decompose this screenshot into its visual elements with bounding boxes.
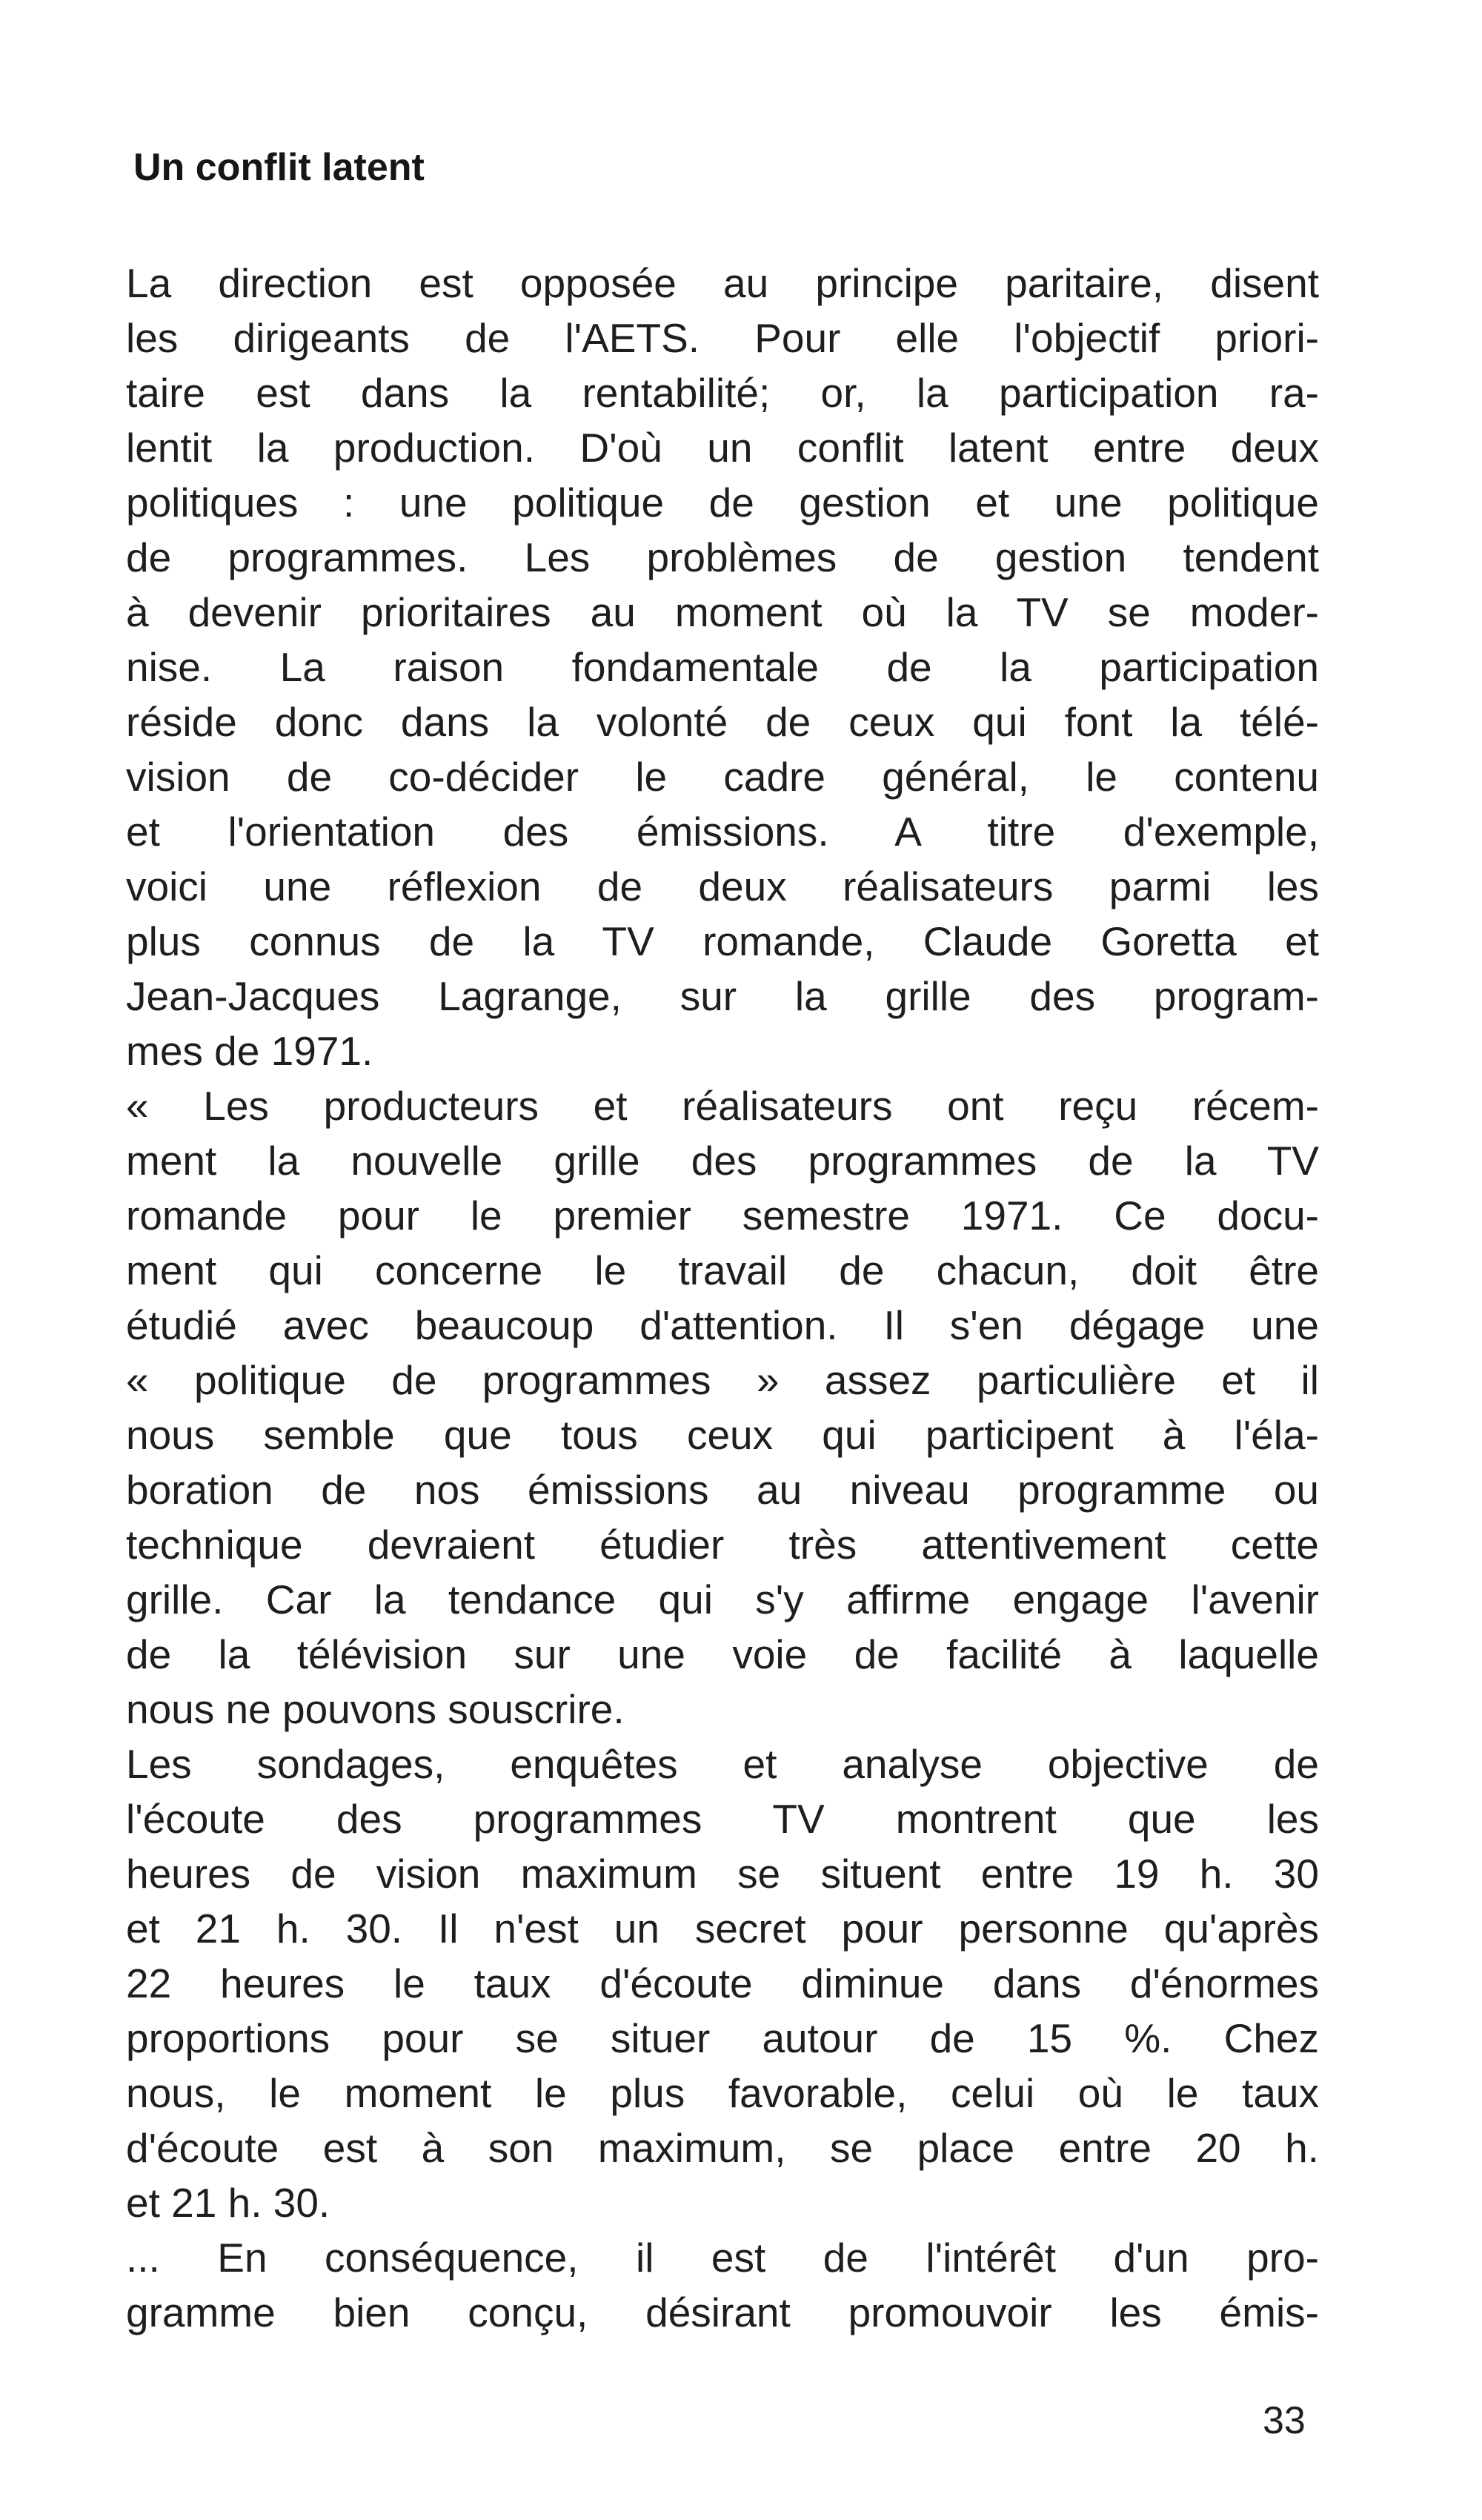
text-line: lentit la production. D'où un conflit latent entre deux: [126, 425, 1319, 471]
text-line: ... En conséquence, il est de l'intérêt d'un pro-: [126, 2235, 1319, 2281]
text-line: grille. Car la tendance qui s'y affirme engage l'avenir: [126, 1576, 1319, 1622]
text-line: de la télévision sur une voie de facilité à laquelle: [126, 1631, 1319, 1677]
text-line: voici une réflexion de deux réalisateurs parmi les: [126, 863, 1319, 909]
text-line: politiques : une politique de gestion et une politique: [126, 480, 1319, 525]
text-line: Jean-Jacques Lagrange, sur la grille des program-: [126, 973, 1319, 1019]
text-line: ment la nouvelle grille des programmes de la TV: [126, 1138, 1319, 1184]
text-line: heures de vision maximum se situent entre 19 h. 30: [126, 1851, 1319, 1897]
text-line: taire est dans la rentabilité; or, la participation ra-: [126, 370, 1319, 416]
text-line: à devenir prioritaires au moment où la TV se moder-: [126, 589, 1319, 635]
text-line: réside donc dans la volonté de ceux qui font la télé-: [126, 699, 1319, 745]
text-line: ment qui concerne le travail de chacun, doit être: [126, 1247, 1319, 1293]
text-line: et 21 h. 30.: [126, 2180, 330, 2226]
text-line: et 21 h. 30. Il n'est un secret pour personne qu'après: [126, 1906, 1319, 1952]
body-text: [126, 256, 1319, 2340]
text-line: « politique de programmes » assez particulière et il: [126, 1357, 1319, 1403]
text-line: mes de 1971.: [126, 1028, 373, 1074]
text-line: boration de nos émissions au niveau programme ou: [126, 1467, 1319, 1513]
text-line: de programmes. Les problèmes de gestion tendent: [126, 534, 1319, 580]
text-line: La direction est opposée au principe paritaire, disent: [126, 260, 1319, 306]
text-line: proportions pour se situer autour de 15 %. Chez: [126, 2015, 1319, 2061]
text-line: l'écoute des programmes TV montrent que les: [126, 1796, 1319, 1842]
text-line: plus connus de la TV romande, Claude Goretta et: [126, 918, 1319, 964]
page-number: 33: [1263, 2399, 1306, 2442]
text-line: Les sondages, enquêtes et analyse objective de: [126, 1741, 1319, 1787]
text-line: gramme bien conçu, désirant promouvoir les émis-: [126, 2289, 1319, 2335]
text-line: étudié avec beaucoup d'attention. Il s'en dégage une: [126, 1302, 1319, 1348]
text-line: d'écoute est à son maximum, se place entre 20 h.: [126, 2125, 1319, 2171]
text-line: romande pour le premier semestre 1971. Ce docu-: [126, 1193, 1319, 1239]
text-line: « Les producteurs et réalisateurs ont reçu récem-: [126, 1083, 1319, 1129]
text-line: nous semble que tous ceux qui participent à l'éla-: [126, 1412, 1319, 1458]
text-line: et l'orientation des émissions. A titre d'exemple,: [126, 809, 1319, 855]
text-line: 22 heures le taux d'écoute diminue dans d'énormes: [126, 1960, 1319, 2006]
text-line: vision de co-décider le cadre général, le contenu: [126, 754, 1319, 800]
text-line: nous ne pouvons souscrire.: [126, 1686, 625, 1732]
text-line: technique devraient étudier très attentivement cette: [126, 1522, 1319, 1568]
text-line: nous, le moment le plus favorable, celui où le taux: [126, 2070, 1319, 2116]
text-line: nise. La raison fondamentale de la participation: [126, 644, 1319, 690]
section-heading: Un conflit latent: [133, 146, 425, 189]
text-line: les dirigeants de l'AETS. Pour elle l'objectif priori-: [126, 315, 1319, 361]
